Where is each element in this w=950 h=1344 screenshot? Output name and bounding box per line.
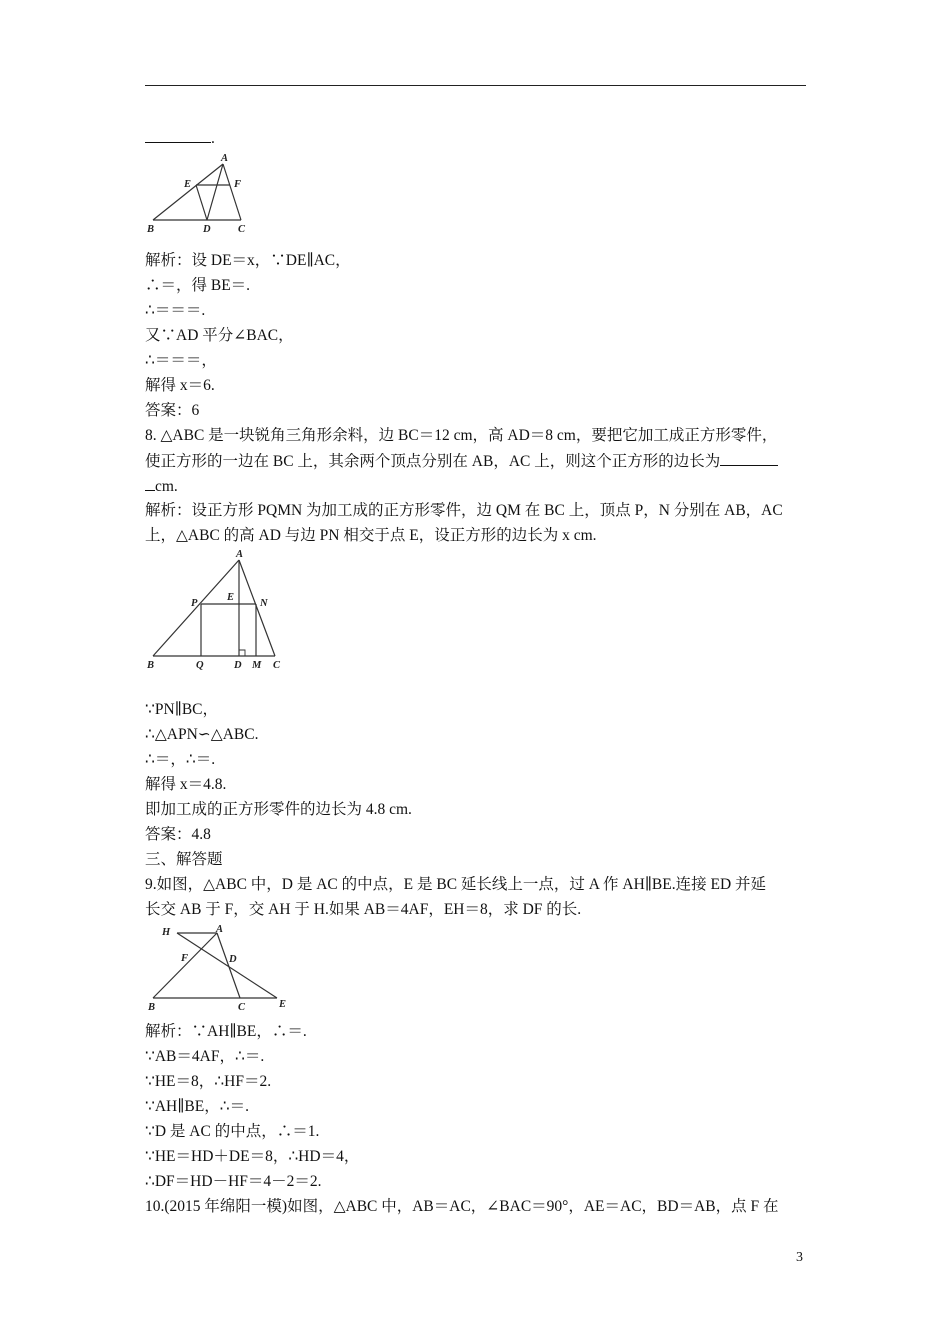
right-angle-mark (239, 650, 245, 656)
q9-solution-line: ∵D 是 AC 的中点，∴＝1. (145, 1123, 320, 1140)
segment-ba (153, 933, 217, 998)
q9-solution-line: ∵HE＝8，∴HF＝2. (145, 1073, 272, 1090)
label-c: C (238, 224, 246, 235)
segment-ac (217, 933, 240, 998)
label-d: D (234, 660, 242, 671)
label-n: N (260, 598, 268, 609)
q9-solution-line: ∵HE＝HD＋DE＝8，∴HD＝4， (145, 1148, 360, 1165)
q9-question-line: 长交 AB 于 F，交 AH 于 H.如果 AB＝4AF，EH＝8，求 DF 的长. (145, 901, 582, 918)
label-e: E (227, 592, 235, 603)
label-f: F (234, 179, 242, 190)
q8-solution-line: ∴＝，∴＝. (145, 751, 216, 768)
q7-solution-line: ∴＝＝＝. (145, 302, 206, 319)
q8-solution-line: ∵PN∥BC， (145, 701, 219, 718)
label-m: M (252, 660, 262, 671)
label-a: A (216, 924, 224, 935)
q8-solution-line: 解析：设正方形 PQMN 为加工成的正方形零件，边 QM 在 BC 上，顶点 P，N 分别在 AB，AC (145, 502, 783, 519)
q8-solution-line: 解得 x＝4.8. (145, 776, 227, 793)
label-d: D (203, 224, 211, 235)
segment-ac (239, 560, 275, 656)
q7-blank-line: . (145, 128, 215, 149)
label-p: P (191, 598, 198, 609)
q8-solution-line: ∴△APN∽△ABC. (145, 726, 259, 743)
q8-solution-line: 即加工成的正方形零件的边长为 4.8 cm. (145, 801, 412, 818)
q8-answer: 答案：4.8 (145, 826, 211, 843)
label-a: A (236, 549, 244, 560)
label-q: Q (196, 660, 204, 671)
q10-question-line: 10.(2015 年绵阳一模)如图，△ABC 中，AB＝AC，∠BAC＝90°，AE＝AC，BD＝AB，点 F 在 (145, 1198, 779, 1215)
segment-he (177, 933, 277, 998)
label-c: C (238, 1002, 246, 1012)
q7-figure (143, 150, 253, 235)
segment-ed (196, 185, 207, 220)
header-rule (145, 85, 806, 86)
label-b: B (148, 1002, 156, 1012)
q9-solution-line: ∵AH∥BE，∴＝. (145, 1098, 249, 1115)
q9-question-line: 9.如图，△ABC 中，D 是 AC 的中点，E 是 BC 延长线上一点，过 A 作 AH∥BE.连接 ED 并延 (145, 876, 767, 893)
q9-solution-line: 解析：∵AH∥BE，∴＝. (145, 1023, 307, 1040)
label-d: D (229, 954, 237, 965)
q8-question-line: 8. △ABC 是一块锐角三角形余料，边 BC＝12 cm，高 AD＝8 cm，要把它加工成正方形零件， (145, 427, 778, 444)
segment-ad (207, 164, 223, 220)
q9-solution-line: ∵AB＝4AF，∴＝. (145, 1048, 265, 1065)
q9-figure (143, 920, 293, 1012)
q7-solution-line: 又∵AD 平分∠BAC， (145, 327, 294, 344)
answer-blank (145, 476, 155, 491)
answer-blank (145, 128, 211, 143)
page-number: 3 (796, 1250, 803, 1265)
q7-solution-line: 解得 x＝6. (145, 377, 215, 394)
q7-solution-line: ∴＝＝＝， (145, 352, 217, 369)
q7-solution-line: 解析：设 DE＝x，∵DE∥AC， (145, 252, 351, 269)
q8-question-line: cm. (145, 476, 178, 497)
section-heading: 三、解答题 (145, 851, 223, 868)
q8-question-line: 使正方形的一边在 BC 上，其余两个顶点分别在 AB，AC 上，则这个正方形的边长为 (145, 451, 778, 472)
q7-solution-line: ∴＝，得 BE＝. (145, 277, 251, 294)
segment-ba (153, 164, 223, 220)
q8-solution-line: 上，△ABC 的高 AD 与边 PN 相交于点 E，设正方形的边长为 x cm. (145, 527, 597, 544)
q7-answer: 答案：6 (145, 402, 200, 419)
answer-blank (720, 451, 778, 466)
label-h: H (162, 927, 171, 938)
label-b: B (147, 224, 155, 235)
label-e: E (184, 179, 192, 190)
segment-ac (223, 164, 241, 220)
q8-figure (143, 546, 293, 674)
label-f: F (181, 953, 189, 964)
label-b: B (147, 660, 155, 671)
label-a: A (221, 153, 229, 164)
label-c: C (273, 660, 281, 671)
q9-solution-line: ∴DF＝HD－HF＝4－2＝2. (145, 1173, 322, 1190)
label-e: E (279, 999, 287, 1010)
